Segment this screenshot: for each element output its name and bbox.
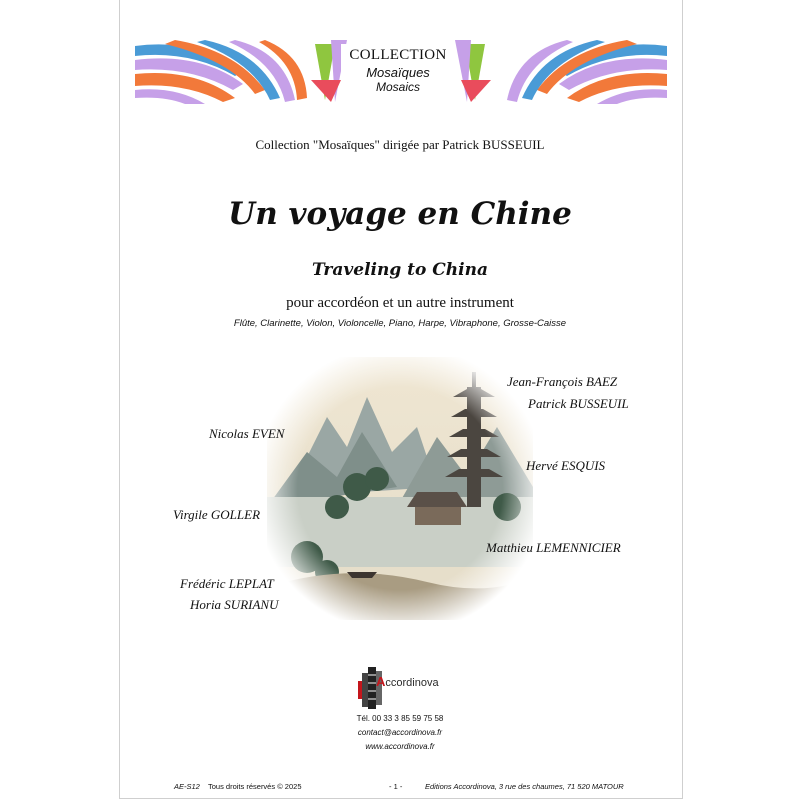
chinese-landscape-illustration xyxy=(267,357,533,620)
scoring-line: pour accordéon et un autre instrument xyxy=(286,295,514,311)
publisher-logo-text xyxy=(376,674,439,689)
publisher-logo-name: ccordinova xyxy=(385,677,439,689)
footer-rights: Tous droits réservés © 2025 xyxy=(208,782,302,791)
collection-director-line: Collection "Mosaïques" dirigée par Patrick BUSSEUIL xyxy=(255,137,545,152)
publisher-email[interactable]: contact@accordinova.fr xyxy=(357,728,443,737)
composer-lemennicier: Matthieu LEMENNICIER xyxy=(486,540,621,555)
footer-code: AE-S12 xyxy=(174,782,200,791)
composer-surianu: Horia SURIANU xyxy=(190,597,279,612)
collection-label-box xyxy=(341,44,455,104)
publisher-phone: Tél. 00 33 3 85 59 75 58 xyxy=(356,714,444,723)
composer-busseuil: Patrick BUSSEUIL xyxy=(528,396,629,411)
page-subtitle: Traveling to China xyxy=(312,260,488,280)
publisher-logo-initial: A xyxy=(376,674,386,689)
composer-leplat: Frédéric LEPLAT xyxy=(180,576,274,591)
collection-label: COLLECTION xyxy=(349,47,447,63)
instrument-list: Flûte, Clarinette, Violon, Violoncelle, Piano, Harpe, Vibraphone, Grosse-Caisse xyxy=(233,318,567,329)
composer-baez: Jean-François BAEZ xyxy=(507,374,618,389)
footer-address: Editions Accordinova, 3 rue des chaumes, 71 520 MATOUR xyxy=(425,782,624,791)
publisher-website[interactable]: www.accordinova.fr xyxy=(365,742,435,751)
collection-name-fr: Mosaïques xyxy=(366,65,430,80)
collection-name-en: Mosaics xyxy=(375,80,420,94)
composer-goller: Virgile GOLLER xyxy=(173,507,261,522)
composer-even: Nicolas EVEN xyxy=(209,426,285,441)
page-title: Un voyage en Chine xyxy=(228,196,572,232)
composer-esquis: Hervé ESQUIS xyxy=(526,458,606,473)
footer-page-number: - 1 - xyxy=(389,782,403,791)
